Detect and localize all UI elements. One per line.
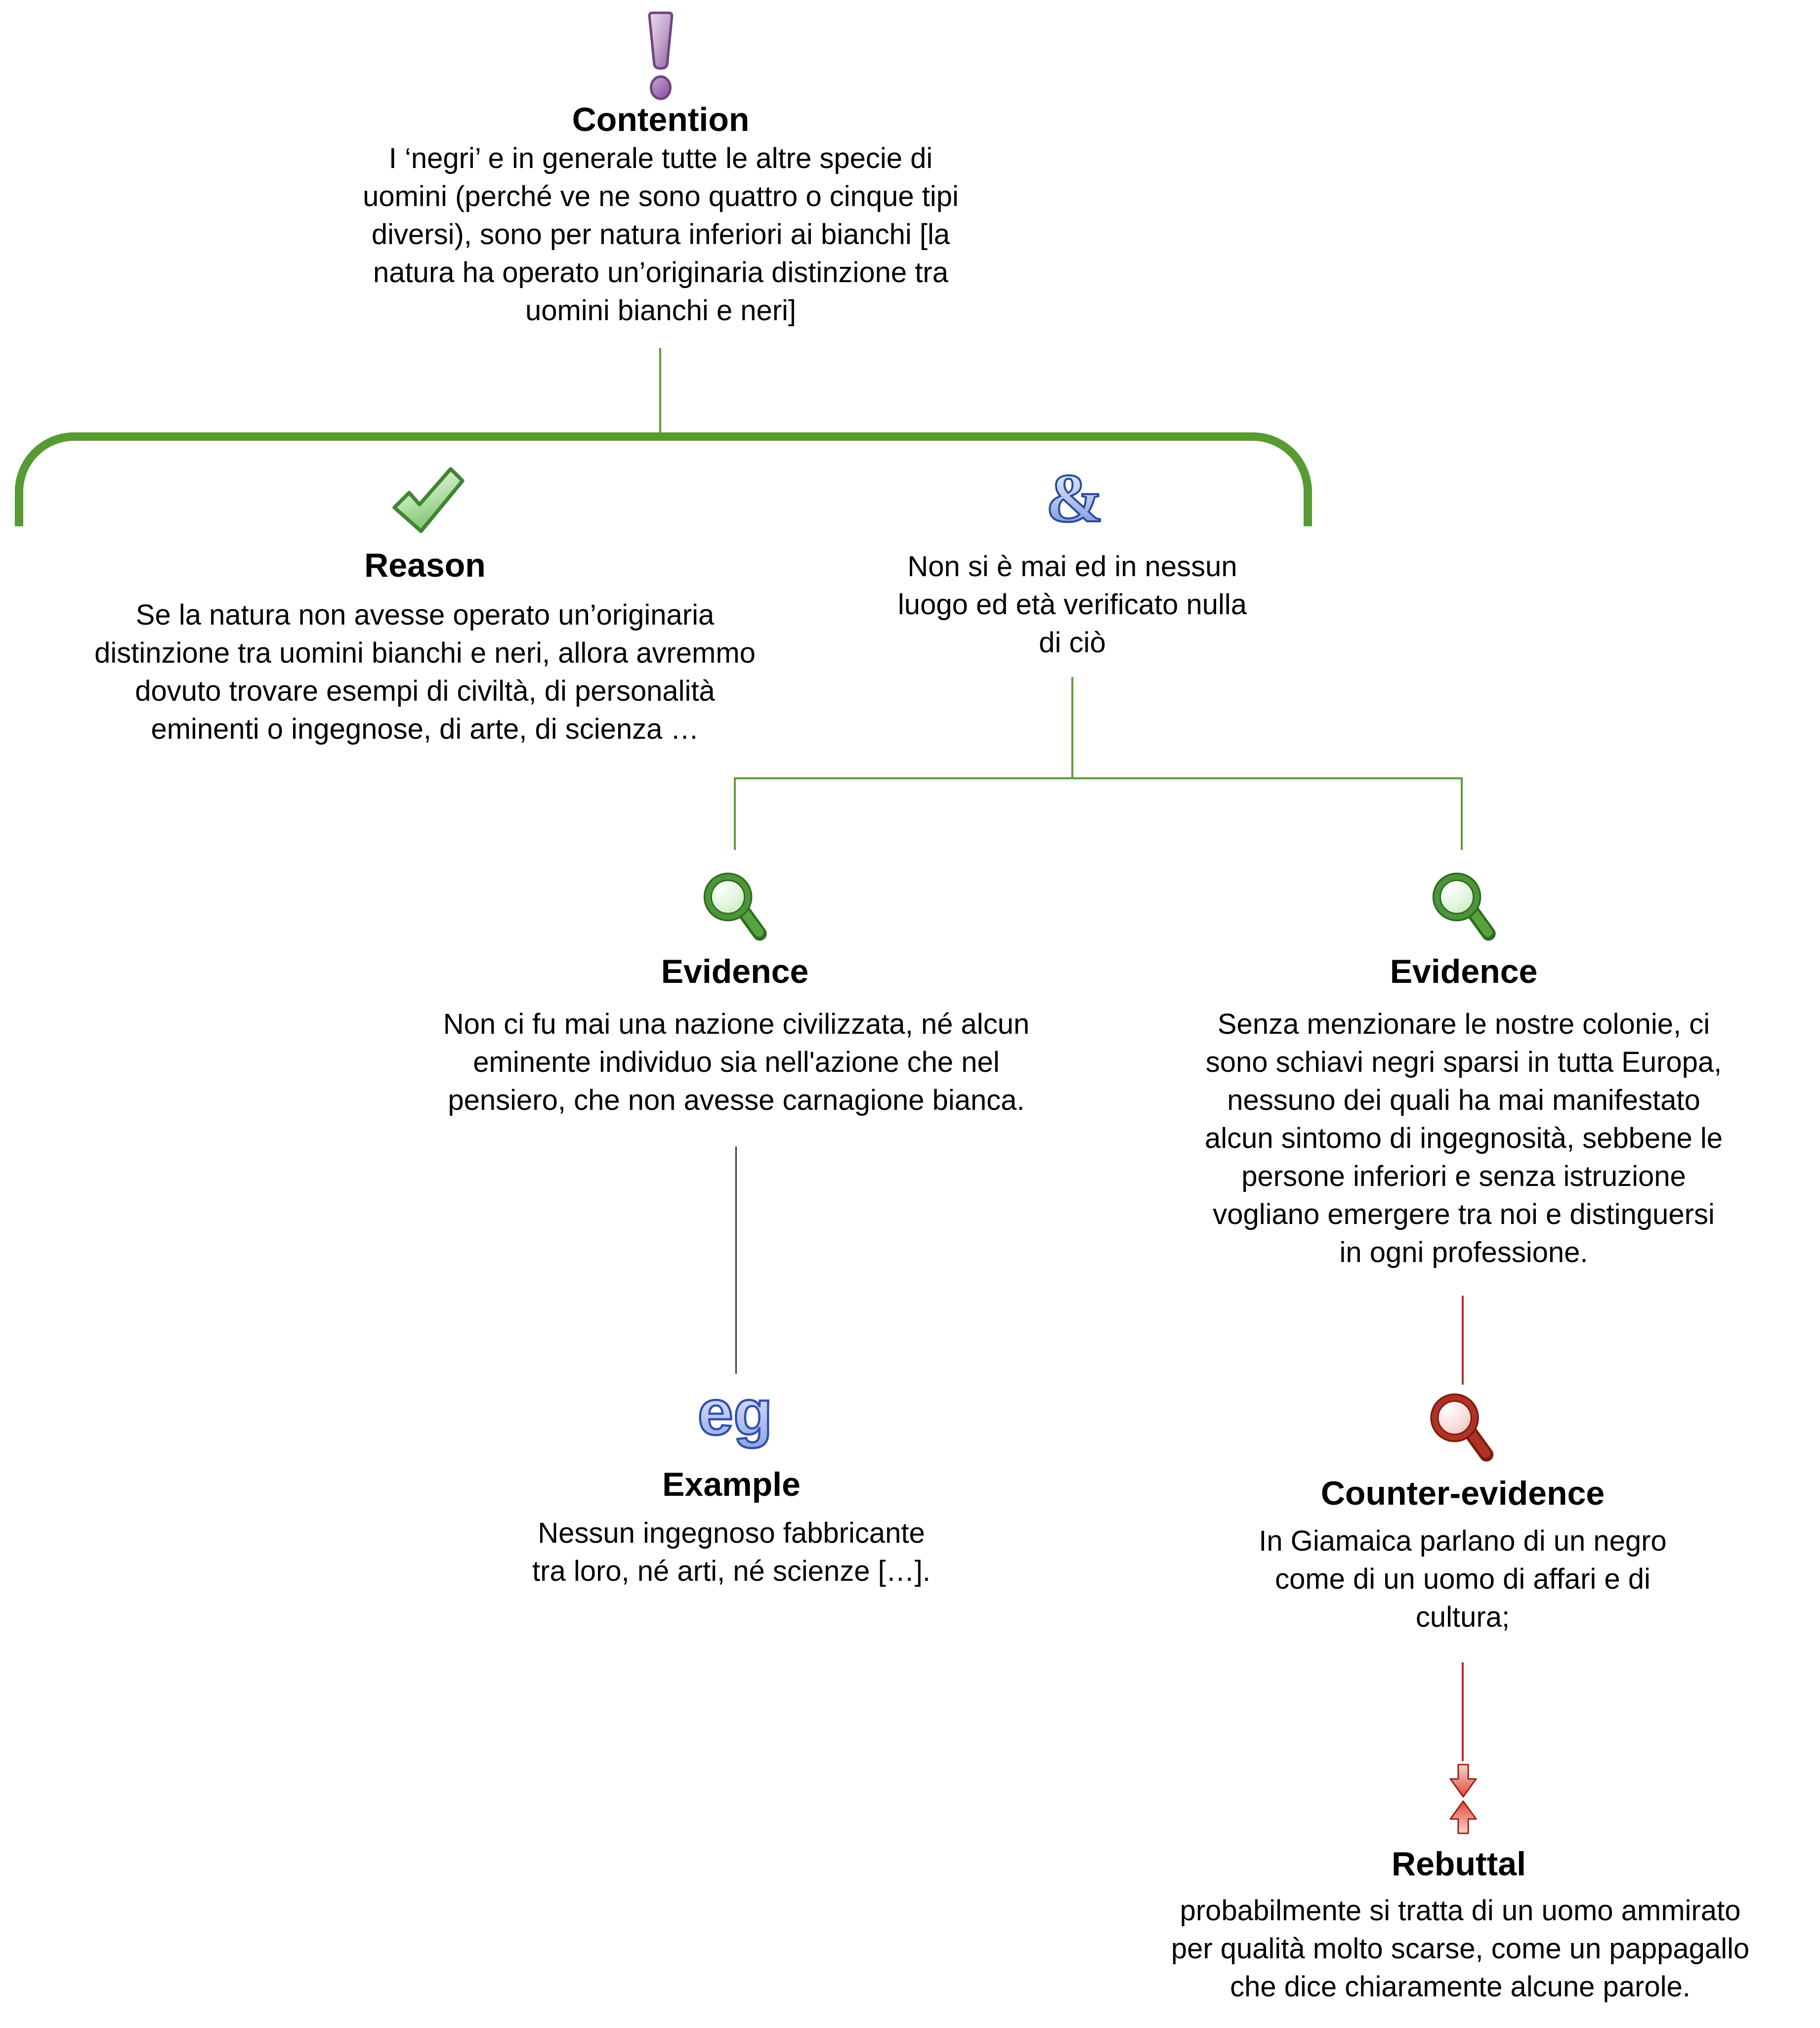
reason-node[interactable] (10, 465, 840, 752)
contention-text: I ‘negri’ e in generale tutte le altre specie di uomini (perché ve ne sono quattro o cinque tipi diversi), sono per natura inferiori ai bianchi [la natura ha operato un’originaria distinzione tra uomini bianchi e neri] (363, 142, 959, 327)
counter-evidence-node[interactable] (1191, 1390, 1735, 1637)
evidence-left-node[interactable] (361, 869, 1112, 1121)
evidence-left-text: Non ci fu mai una nazione civilizzata, né alcun eminente individuo sia nell'azione che nel pensiero, che non avesse carnagione bianca. (443, 1008, 1030, 1116)
reason-heading: Reason (364, 547, 486, 584)
opposing-arrows-icon (1441, 1763, 1485, 1835)
connector-conjunct-down (1071, 677, 1073, 779)
connector-evidence-right-drop (1461, 777, 1463, 850)
connector-evidence-horizontal (735, 777, 1463, 779)
contention-heading: Contention (572, 101, 750, 138)
rebuttal-heading: Rebuttal (1392, 1845, 1526, 1883)
connector-evidence-left-drop (734, 777, 736, 850)
conjunct-node[interactable] (875, 460, 1270, 665)
contention-node[interactable] (290, 9, 1031, 333)
magnifier-green-icon (698, 869, 769, 943)
evidence-right-text: Senza menzionare le nostre colonie, ci sono schiavi negri sparsi in tutta Europa, nessuno dei quali ha mai manifestato alcun sintomo di ingegnosità, sebbene le persone inferiori e senza istruzione vogliano emergere tra noi e distinguersi in ogni professione. (1205, 1008, 1723, 1268)
eg-icon (694, 1376, 776, 1457)
connector-counter-evidence (1462, 1296, 1464, 1385)
example-node[interactable] (435, 1376, 1028, 1593)
example-text: Nessun ingegnoso fabbricante tra loro, né arti, né scienze […]. (532, 1517, 931, 1587)
example-heading: Example (662, 1466, 801, 1503)
check-icon (391, 465, 466, 535)
evidence-left-heading: Evidence (661, 953, 809, 990)
rebuttal-text: probabilmente si tratta di un uomo ammirato per qualità molto scarse, come un pappagallo che dice chiaramente alcune parole. (1171, 1895, 1750, 2003)
svg-text:&: & (1046, 460, 1103, 537)
rebuttal-node[interactable] (1100, 1763, 1820, 2008)
connector-rebuttal (1462, 1662, 1464, 1761)
connector-example (735, 1146, 737, 1374)
evidence-right-heading: Evidence (1390, 953, 1538, 990)
magnifier-green-icon (1427, 869, 1498, 943)
counter-evidence-heading: Counter-evidence (1320, 1475, 1605, 1512)
evidence-right-node[interactable] (1115, 869, 1812, 1272)
counter-evidence-text: In Giamaica parlano di un negro come di un uomo di affari e di cultura; (1259, 1525, 1667, 1633)
exclamation-icon (639, 9, 682, 104)
ampersand-icon (1046, 460, 1103, 537)
magnifier-red-icon (1423, 1390, 1497, 1464)
conjunct-text: Non si è mai ed in nessun luogo ed età verificato nulla di ciò (897, 550, 1247, 659)
svg-text:eg: eg (697, 1376, 773, 1448)
connector-contention-bracket (659, 348, 661, 433)
reason-text: Se la natura non avesse operato un’originaria distinzione tra uomini bianchi e neri, allora avremmo dovuto trovare esempi di civiltà, di personalità eminenti o ingegnose, di arte, di scienza … (94, 599, 756, 745)
